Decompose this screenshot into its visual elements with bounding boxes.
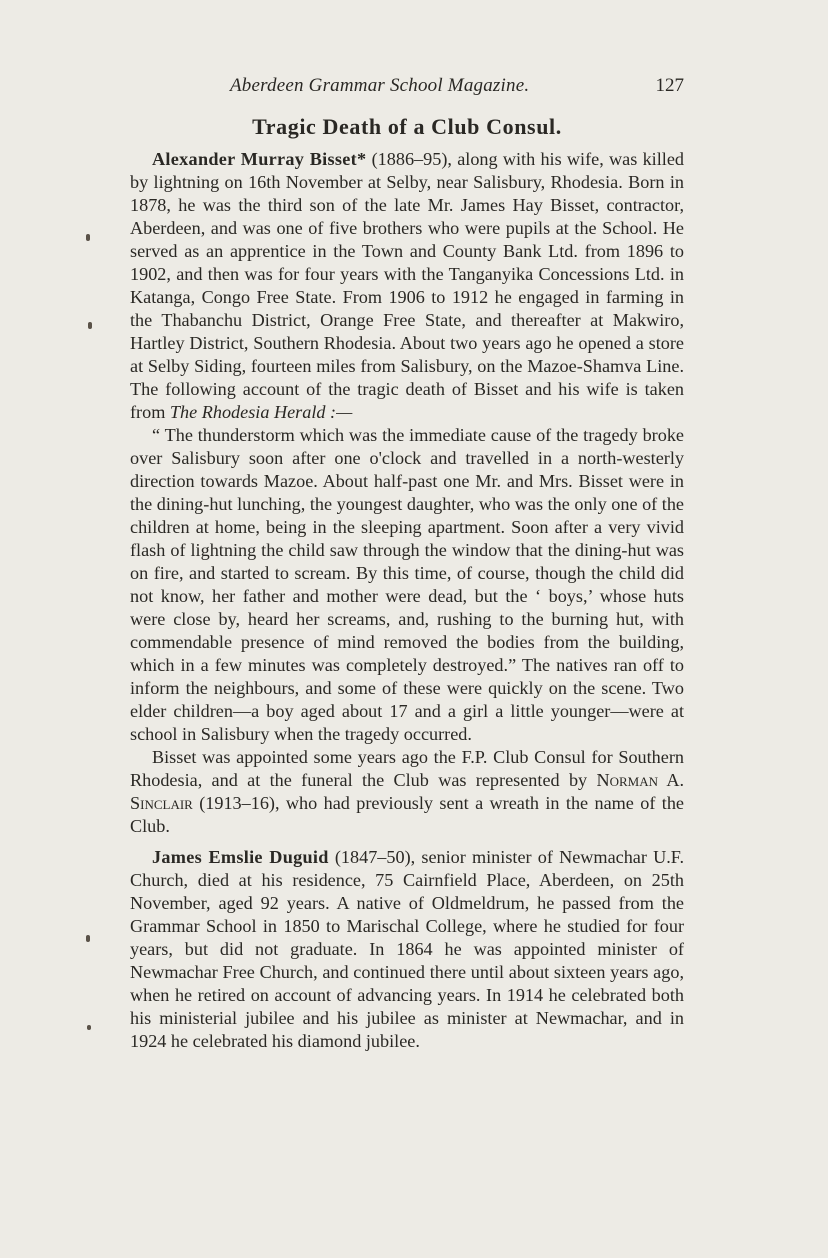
page-number: 127 [655, 75, 684, 96]
margin-speck [86, 234, 90, 241]
duguid-body: (1847–50), senior minister of Newmachar U.F. Church, died at his residence, 75 Cairnfield Place, Aberdeen, on 25th November, aged 92 years. A native of Oldmeldrum, he passed from the Grammar School in 1850 to Marischal College, where he studied for four years, but did not graduate. In 1864 he was appointed minister of Newmachar Free Church, and continued there until about sixteen years ago, when he retired on account of advancing years. In 1914 he celebrated both his ministerial jubilee and his jubilee as minister at Newmachar, and in 1924 he celebrated his diamond jubilee. [130, 847, 684, 1051]
consul-paragraph [130, 746, 684, 838]
margin-speck [87, 1025, 91, 1030]
consul-text-after: (1913–16), who had previously sent a wreath in the name of the Club. [130, 793, 684, 836]
duguid-paragraph [130, 846, 684, 1053]
sinclair-name: Norman A. Sinclair [130, 770, 684, 813]
bisset-body: (1886–95), along with his wife, was killed by lightning on 16th November at Selby, near Salisbury, Rhodesia. Born in 1878, he was the third son of the late Mr. James Hay Bisset, contractor, Aberdeen, and was one of five brothers who were pupils at the School. He served as an apprentice in the Town and County Bank Ltd. from 1896 to 1902, and then was for four years with the Tanganyika Concessions Ltd. in Katanga, Congo Free State. From 1906 to 1912 he engaged in farming in the Thabanchu District, Orange Free State, and thereafter at Makwiro, Hartley District, Southern Rhodesia. About two years ago he opened a store at Selby Siding, fourteen miles from Salisbury, on the Mazoe-Shamva Line. The following account of the tragic death of Bisset and his wife is taken from [130, 149, 684, 422]
magazine-title: Aberdeen Grammar School Magazine. [230, 75, 530, 96]
margin-speck [86, 935, 90, 942]
running-head [130, 75, 684, 103]
article-headline: Tragic Death of a Club Consul. [252, 114, 562, 139]
duguid-name: James Emslie Duguid [152, 847, 329, 867]
herald-quote-paragraph: “ The thunderstorm which was the immediate cause of the tragedy broke over Salisbury soon after one o'clock and travelled in a north-westerly direction towards Mazoe. About half-past one Mr. and Mrs. Bisset were in the dining-hut lunching, the youngest daughter, who was the only one of the children at home, being in the sleeping apartment. Soon after a very vivid flash of lightning the child saw through the window that the dining-hut was on fire, and started to scream. By this time, of course, though the child did not know, her father and mother were dead, but the ‘ boys,’ whose huts were close by, heard her screams, and, rushing to the burning hut, with commendable presence of mind removed the bodies from the building, which in a few minutes was completely destroyed.” The natives ran off to inform the neighbours, and some of these were quickly on the scene. Two elder children—a boy aged about 17 and a girl a little younger—were at school in Salisbury when the tragedy occurred. [130, 425, 684, 744]
bisset-paragraph [130, 148, 684, 424]
margin-speck [88, 322, 92, 329]
page-content [130, 75, 684, 1053]
bisset-name: Alexander Murray Bisset* [152, 149, 367, 169]
rhodesia-herald-citation: The Rhodesia Herald :— [169, 402, 353, 422]
consul-text-before: Bisset was appointed some years ago the F.P. Club Consul for Southern Rhodesia, and at the funeral the Club was represented by [130, 747, 684, 790]
